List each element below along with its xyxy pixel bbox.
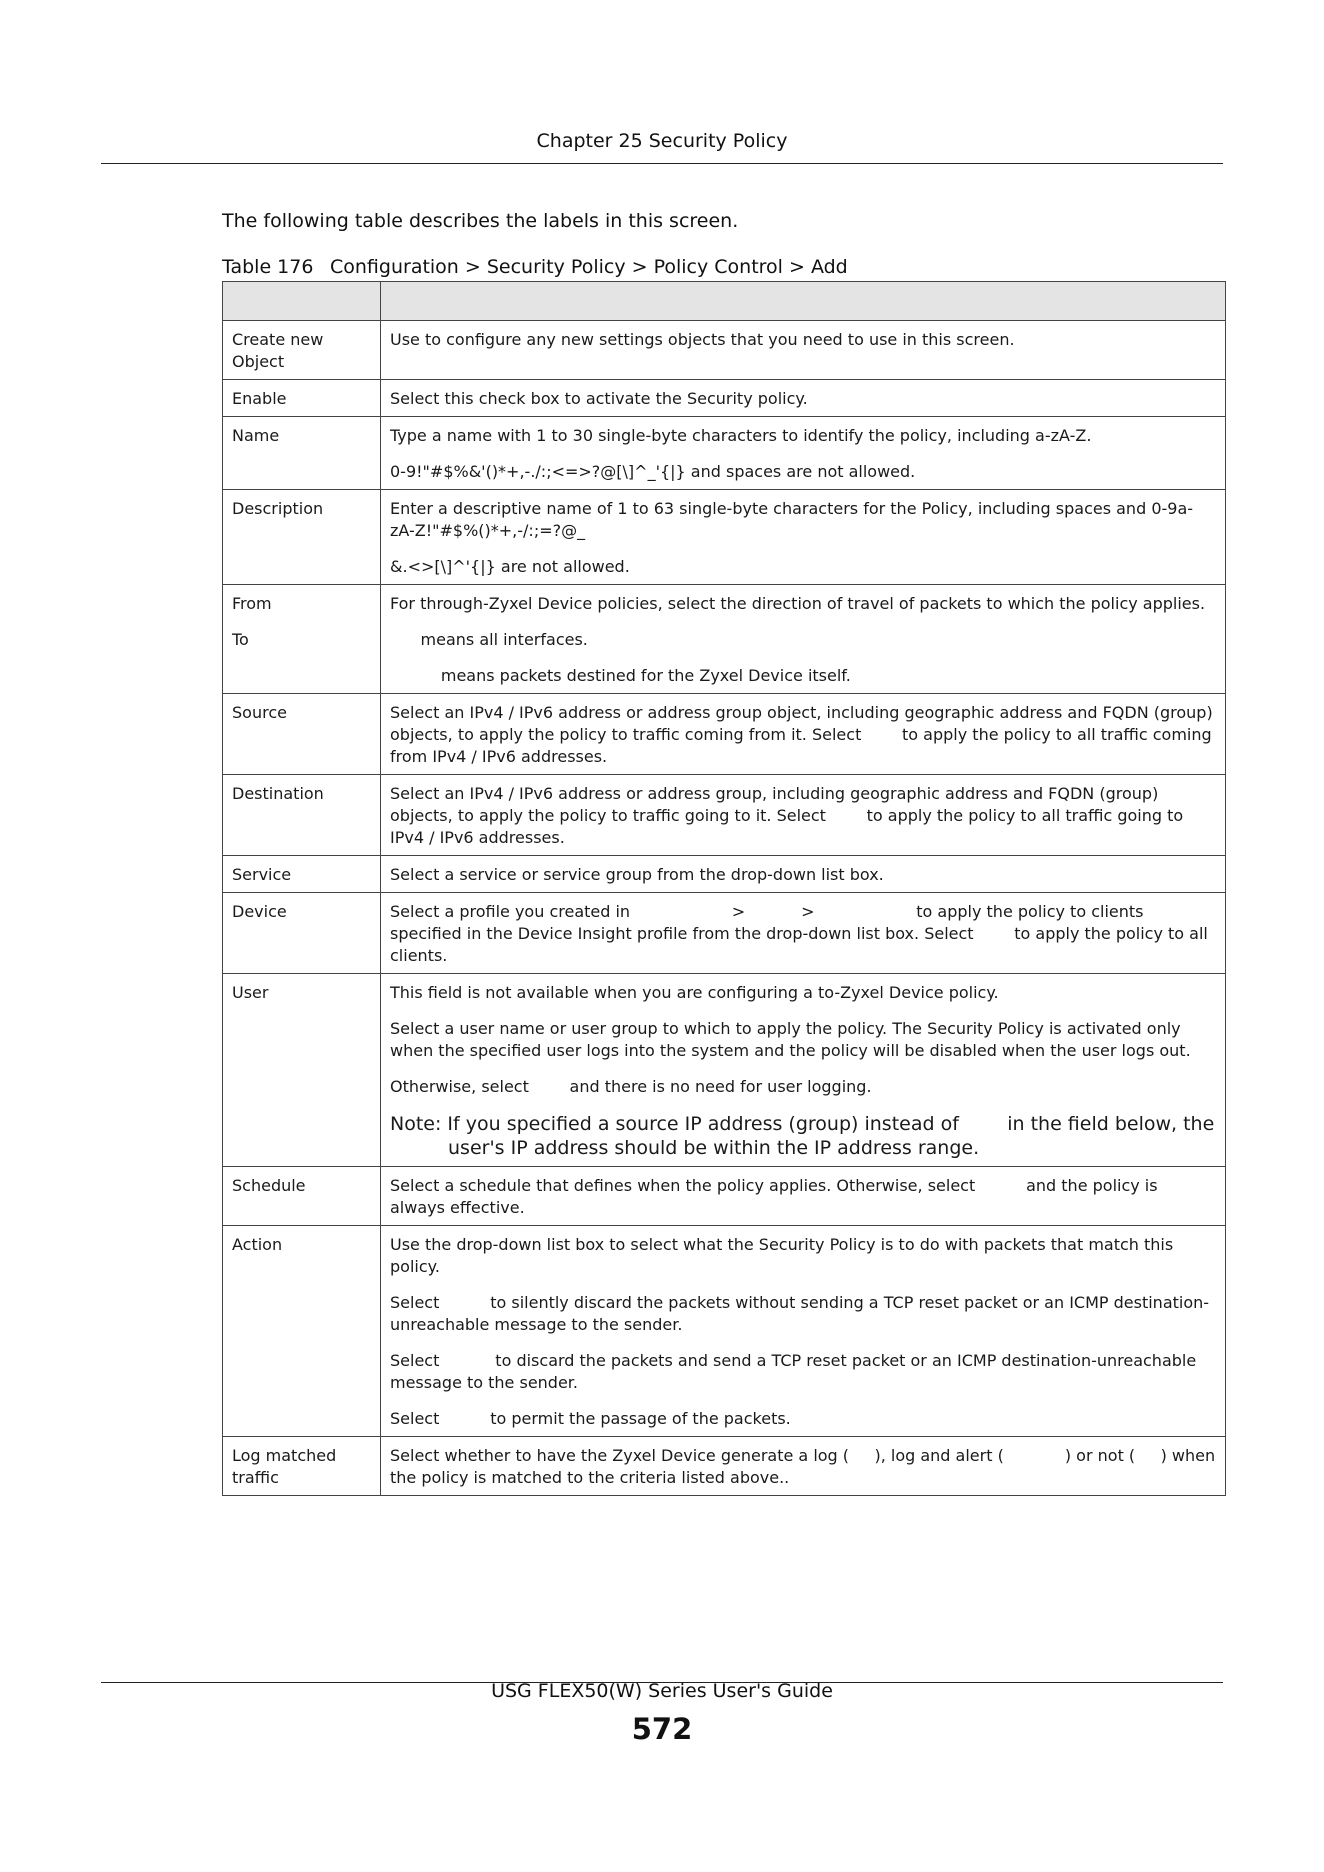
row-label: Destination: [232, 784, 324, 803]
row-note: Note: If you specified a source IP address (group) instead of in the field below, the user's IP address should be within the IP address range.: [390, 1113, 1221, 1159]
guide-title: USG FLEX50(W) Series User's Guide: [491, 1680, 833, 1702]
row-description: Enter a descriptive name of 1 to 63 single-byte characters for the Policy, including spaces and 0-9a-zA-Z!"#$%()*+,-/:;=?@_: [390, 499, 1194, 540]
table-row: [223, 775, 1226, 856]
table-caption-number: Table 176: [222, 256, 314, 278]
table-row: [223, 585, 1226, 694]
labels-table: [222, 281, 1226, 1496]
row-label-cell: [223, 893, 381, 974]
table-row: [223, 417, 1226, 490]
table-caption: [222, 256, 848, 278]
row-label: Service: [232, 865, 292, 884]
row-label: Log matched traffic: [232, 1446, 337, 1487]
row-description-cell: [381, 694, 1226, 775]
row-description: Otherwise, select and there is no need for user logging.: [390, 1077, 872, 1096]
row-label: Create new Object: [232, 330, 324, 371]
row-label: Source: [232, 703, 287, 722]
row-description: Select a user name or user group to which to apply the policy. The Security Policy is activated only when the specified user logs into the system and the policy will be disabled when the user logs out.: [390, 1019, 1191, 1060]
row-label: From: [232, 594, 272, 613]
row-description-cell: [381, 585, 1226, 694]
row-description: Select whether to have the Zyxel Device generate a log ( ), log and alert ( ) or not ( ) when the policy is matched to the criteria listed above..: [390, 1446, 1221, 1487]
table-row: [223, 974, 1226, 1167]
row-label-cell: [223, 585, 381, 694]
row-label: Action: [232, 1235, 283, 1254]
row-description-cell: [381, 417, 1226, 490]
row-label-cell: [223, 974, 381, 1167]
row-label: Schedule: [232, 1176, 306, 1195]
row-description: Select this check box to activate the Security policy.: [390, 389, 808, 408]
row-description-cell: [381, 856, 1226, 893]
row-label-cell: [223, 775, 381, 856]
intro-text: The following table describes the labels in this screen.: [222, 210, 739, 232]
row-description-cell: [381, 974, 1226, 1167]
row-label: User: [232, 983, 269, 1002]
row-description: Use the drop-down list box to select what the Security Policy is to do with packets that match this policy.: [390, 1235, 1179, 1276]
row-description: Select to discard the packets and send a TCP reset packet or an ICMP destination-unreachable message to the sender.: [390, 1351, 1202, 1392]
table-caption-title: Configuration > Security Policy > Policy Control > Add: [330, 256, 848, 278]
table-row: [223, 321, 1226, 380]
row-label: Device: [232, 902, 287, 921]
table-row: [223, 490, 1226, 585]
row-label: Enable: [232, 389, 287, 408]
row-description-cell: [381, 893, 1226, 974]
row-description: Select a profile you created in > > to apply the policy to clients specified in the Device Insight profile from the drop-down list box. Select to apply the policy to all clients.: [390, 902, 1213, 965]
row-description: Select to permit the passage of the packets.: [390, 1409, 791, 1428]
row-description-cell: [381, 490, 1226, 585]
chapter-title: Chapter 25 Security Policy: [536, 130, 788, 152]
row-label-cell: [223, 856, 381, 893]
table-row: [223, 1226, 1226, 1437]
row-description: Select a schedule that defines when the policy applies. Otherwise, select and the policy is always effective.: [390, 1176, 1163, 1217]
table-row: [223, 1167, 1226, 1226]
row-label: Name: [232, 426, 280, 445]
row-label-cell: [223, 1226, 381, 1437]
row-description: means packets destined for the Zyxel Device itself.: [390, 666, 851, 685]
row-label-cell: [223, 1167, 381, 1226]
row-label: Description: [232, 499, 324, 518]
table-row: [223, 856, 1226, 893]
row-description-cell: [381, 321, 1226, 380]
header-cell-label: [223, 282, 381, 321]
row-description-cell: [381, 380, 1226, 417]
table-row: [223, 1437, 1226, 1496]
row-description-cell: [381, 1226, 1226, 1437]
row-label-cell: [223, 380, 381, 417]
row-label-cell: [223, 321, 381, 380]
row-description: 0-9!"#$%&'()*+,-./:;<=>?@[\]^_'{|} and spaces are not allowed.: [390, 462, 916, 481]
row-description: Type a name with 1 to 30 single-byte characters to identify the policy, including a-zA-Z.: [390, 426, 1092, 445]
row-label-cell: [223, 417, 381, 490]
row-description: Select an IPv4 / IPv6 address or address group object, including geographic address and FQDN (group) objects, to apply the policy to traffic coming from it. Select to apply the policy to all traffic coming from IPv4 / IPv6 addresses.: [390, 703, 1218, 766]
row-description-cell: [381, 1437, 1226, 1496]
header-rule: [101, 163, 1223, 164]
table-row: [223, 694, 1226, 775]
row-description: This field is not available when you are configuring a to-Zyxel Device policy.: [390, 983, 999, 1002]
row-description: Use to configure any new settings objects that you need to use in this screen.: [390, 330, 1015, 349]
row-description: means all interfaces.: [390, 630, 588, 649]
page-number: 572: [631, 1712, 693, 1746]
row-description: Select to silently discard the packets without sending a TCP reset packet or an ICMP destination-unreachable message to the sender.: [390, 1293, 1210, 1334]
table-row: [223, 380, 1226, 417]
row-description: Select an IPv4 / IPv6 address or address group, including geographic address and FQDN (group) objects, to apply the policy to traffic going to it. Select to apply the policy to all traffic going to IPv4 / IPv6 addresses.: [390, 784, 1189, 847]
row-description: &.<>[\]^'{|} are not allowed.: [390, 557, 630, 576]
table-row: [223, 893, 1226, 974]
row-label-cell: [223, 694, 381, 775]
row-label-cell: [223, 490, 381, 585]
row-label-cell: [223, 1437, 381, 1496]
header-cell-description: [381, 282, 1226, 321]
row-description: For through-Zyxel Device policies, select the direction of travel of packets to which the policy applies.: [390, 594, 1206, 613]
row-label: To: [232, 630, 249, 649]
row-description: Select a service or service group from the drop-down list box.: [390, 865, 884, 884]
row-description-cell: [381, 1167, 1226, 1226]
table-header-row: [223, 282, 1226, 321]
row-description-cell: [381, 775, 1226, 856]
